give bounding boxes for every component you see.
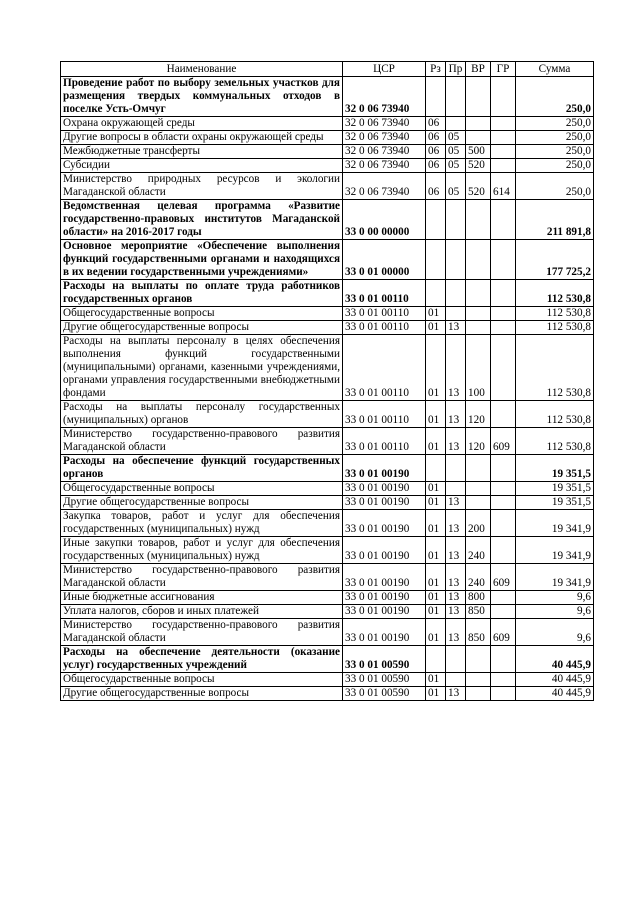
- cell-pr: 13: [446, 591, 466, 605]
- cell-csr: 33 0 01 00190: [343, 496, 426, 510]
- cell-sum: 112 530,8: [516, 428, 594, 455]
- cell-rz: 01: [426, 321, 446, 335]
- cell-pr: 13: [446, 605, 466, 619]
- cell-gr: 614: [491, 173, 516, 200]
- table-row: [61, 240, 594, 280]
- cell-pr: 05: [446, 145, 466, 159]
- cell-vr: 100: [466, 335, 491, 401]
- cell-csr: 33 0 01 00110: [343, 280, 426, 307]
- cell-gr: [491, 117, 516, 131]
- cell-vr: 800: [466, 591, 491, 605]
- cell-gr: 609: [491, 619, 516, 646]
- cell-gr: [491, 646, 516, 673]
- cell-csr: 32 0 06 73940: [343, 77, 426, 117]
- table-row: [61, 401, 594, 428]
- cell-csr: 32 0 06 73940: [343, 117, 426, 131]
- cell-pr: [446, 280, 466, 307]
- table-row: [61, 619, 594, 646]
- cell-vr: 520: [466, 173, 491, 200]
- cell-vr: 200: [466, 510, 491, 537]
- cell-rz: [426, 455, 446, 482]
- table-row: [61, 335, 594, 401]
- cell-rz: 01: [426, 335, 446, 401]
- table-header-row: [61, 62, 594, 77]
- table-row: [61, 496, 594, 510]
- cell-rz: 01: [426, 307, 446, 321]
- cell-pr: 05: [446, 131, 466, 145]
- cell-csr: 32 0 06 73940: [343, 173, 426, 200]
- cell-rz: 01: [426, 605, 446, 619]
- cell-name: Другие общегосударственные вопросы: [61, 321, 343, 335]
- cell-sum: 19 351,5: [516, 496, 594, 510]
- cell-rz: [426, 200, 446, 240]
- table-row: [61, 591, 594, 605]
- cell-sum: 250,0: [516, 173, 594, 200]
- col-header-sum: Сумма: [516, 62, 594, 77]
- cell-csr: 33 0 00 00000: [343, 200, 426, 240]
- cell-csr: 33 0 01 00190: [343, 482, 426, 496]
- cell-gr: [491, 673, 516, 687]
- table-row: [61, 159, 594, 173]
- cell-vr: [466, 131, 491, 145]
- cell-rz: 01: [426, 401, 446, 428]
- table-row: [61, 200, 594, 240]
- cell-pr: [446, 307, 466, 321]
- table-row: [61, 510, 594, 537]
- cell-rz: 01: [426, 428, 446, 455]
- cell-name: Другие общегосударственные вопросы: [61, 687, 343, 701]
- table-row: [61, 307, 594, 321]
- cell-rz: 01: [426, 564, 446, 591]
- cell-pr: 13: [446, 428, 466, 455]
- cell-csr: 33 0 01 00110: [343, 307, 426, 321]
- cell-gr: [491, 605, 516, 619]
- cell-sum: 177 725,2: [516, 240, 594, 280]
- cell-vr: [466, 280, 491, 307]
- col-header-gr: ГР: [491, 62, 516, 77]
- cell-pr: [446, 77, 466, 117]
- cell-gr: [491, 510, 516, 537]
- cell-sum: 9,6: [516, 619, 594, 646]
- table-row: [61, 173, 594, 200]
- cell-rz: [426, 77, 446, 117]
- cell-vr: [466, 673, 491, 687]
- table-row: [61, 117, 594, 131]
- cell-vr: 520: [466, 159, 491, 173]
- cell-gr: [491, 77, 516, 117]
- cell-rz: 01: [426, 619, 446, 646]
- cell-csr: 33 0 01 00190: [343, 605, 426, 619]
- cell-gr: [491, 307, 516, 321]
- cell-gr: [491, 145, 516, 159]
- cell-gr: 609: [491, 564, 516, 591]
- cell-sum: 19 351,5: [516, 482, 594, 496]
- cell-pr: [446, 482, 466, 496]
- cell-vr: [466, 482, 491, 496]
- cell-gr: [491, 455, 516, 482]
- cell-vr: [466, 646, 491, 673]
- cell-vr: [466, 687, 491, 701]
- cell-rz: 06: [426, 173, 446, 200]
- cell-pr: 13: [446, 537, 466, 564]
- cell-pr: [446, 455, 466, 482]
- cell-csr: 33 0 01 00190: [343, 591, 426, 605]
- cell-vr: [466, 496, 491, 510]
- cell-pr: 13: [446, 496, 466, 510]
- table-row: [61, 687, 594, 701]
- cell-vr: [466, 200, 491, 240]
- cell-csr: 33 0 01 00590: [343, 646, 426, 673]
- cell-name: Расходы на обеспечение деятельности (оказание услуг) государственных учреждений: [61, 646, 343, 673]
- cell-sum: 211 891,8: [516, 200, 594, 240]
- cell-csr: 33 0 01 00590: [343, 687, 426, 701]
- table-row: [61, 145, 594, 159]
- cell-rz: 01: [426, 510, 446, 537]
- cell-sum: 19 341,9: [516, 510, 594, 537]
- cell-csr: 33 0 01 00190: [343, 455, 426, 482]
- cell-vr: [466, 307, 491, 321]
- cell-sum: 9,6: [516, 605, 594, 619]
- cell-vr: [466, 321, 491, 335]
- cell-vr: 500: [466, 145, 491, 159]
- cell-sum: 40 445,9: [516, 673, 594, 687]
- table-row: [61, 280, 594, 307]
- cell-name: Межбюджетные трансферты: [61, 145, 343, 159]
- cell-name: Основное мероприятие «Обеспечение выполнения функций государственными органами и находящихся в их ведении государственными учреждениями»: [61, 240, 343, 280]
- cell-gr: [491, 159, 516, 173]
- table-row: [61, 673, 594, 687]
- cell-csr: 33 0 01 00110: [343, 321, 426, 335]
- cell-name: Иные закупки товаров, работ и услуг для обеспечения государственных (муниципальных) нужд: [61, 537, 343, 564]
- budget-table-page: [60, 61, 593, 701]
- cell-pr: 05: [446, 173, 466, 200]
- cell-csr: 33 0 01 00110: [343, 335, 426, 401]
- cell-name: Общегосударственные вопросы: [61, 673, 343, 687]
- cell-csr: 33 0 01 00110: [343, 401, 426, 428]
- cell-pr: [446, 240, 466, 280]
- cell-sum: 250,0: [516, 117, 594, 131]
- cell-name: Расходы на выплаты персоналу государственных (муниципальных) органов: [61, 401, 343, 428]
- cell-rz: 01: [426, 482, 446, 496]
- cell-pr: [446, 117, 466, 131]
- cell-pr: 13: [446, 510, 466, 537]
- cell-rz: 01: [426, 496, 446, 510]
- cell-name: Расходы на обеспечение функций государственных органов: [61, 455, 343, 482]
- cell-rz: 06: [426, 131, 446, 145]
- cell-gr: [491, 496, 516, 510]
- cell-name: Общегосударственные вопросы: [61, 482, 343, 496]
- cell-name: Другие вопросы в области охраны окружающей среды: [61, 131, 343, 145]
- cell-name: Уплата налогов, сборов и иных платежей: [61, 605, 343, 619]
- cell-name: Расходы на выплаты по оплате труда работников государственных органов: [61, 280, 343, 307]
- cell-csr: 33 0 01 00190: [343, 564, 426, 591]
- cell-csr: 33 0 01 00110: [343, 428, 426, 455]
- cell-name: Проведение работ по выбору земельных участков для размещения твердых коммунальных отходов в поселке Усть-Омчуг: [61, 77, 343, 117]
- cell-vr: [466, 77, 491, 117]
- cell-csr: 33 0 01 00190: [343, 619, 426, 646]
- cell-rz: 01: [426, 537, 446, 564]
- cell-pr: 13: [446, 564, 466, 591]
- cell-name: Закупка товаров, работ и услуг для обеспечения государственных (муниципальных) нужд: [61, 510, 343, 537]
- table-row: [61, 537, 594, 564]
- cell-csr: 33 0 01 00000: [343, 240, 426, 280]
- cell-gr: [491, 335, 516, 401]
- table-row: [61, 646, 594, 673]
- cell-gr: [491, 401, 516, 428]
- cell-sum: 19 341,9: [516, 564, 594, 591]
- cell-gr: [491, 240, 516, 280]
- cell-sum: 40 445,9: [516, 646, 594, 673]
- cell-pr: 13: [446, 321, 466, 335]
- cell-rz: [426, 646, 446, 673]
- cell-name: Иные бюджетные ассигнования: [61, 591, 343, 605]
- cell-rz: 01: [426, 687, 446, 701]
- cell-gr: [491, 687, 516, 701]
- table-row: [61, 482, 594, 496]
- col-header-csr: ЦСР: [343, 62, 426, 77]
- col-header-rz: Рз: [426, 62, 446, 77]
- cell-pr: 13: [446, 335, 466, 401]
- cell-rz: 01: [426, 591, 446, 605]
- cell-name: Министерство природных ресурсов и экологии Магаданской области: [61, 173, 343, 200]
- cell-rz: [426, 280, 446, 307]
- cell-sum: 112 530,8: [516, 321, 594, 335]
- cell-name: Министерство государственно-правового развития Магаданской области: [61, 428, 343, 455]
- cell-sum: 19 341,9: [516, 537, 594, 564]
- table-row: [61, 131, 594, 145]
- cell-rz: [426, 240, 446, 280]
- budget-table: [60, 61, 594, 701]
- cell-vr: [466, 117, 491, 131]
- cell-sum: 9,6: [516, 591, 594, 605]
- cell-name: Субсидии: [61, 159, 343, 173]
- cell-csr: 33 0 01 00190: [343, 510, 426, 537]
- cell-name: Ведомственная целевая программа «Развитие государственно-правовых институтов Магаданской области» на 2016-2017 годы: [61, 200, 343, 240]
- cell-pr: 05: [446, 159, 466, 173]
- cell-vr: 120: [466, 428, 491, 455]
- cell-vr: [466, 455, 491, 482]
- cell-gr: 609: [491, 428, 516, 455]
- cell-name: Общегосударственные вопросы: [61, 307, 343, 321]
- cell-sum: 250,0: [516, 159, 594, 173]
- table-row: [61, 77, 594, 117]
- table-row: [61, 605, 594, 619]
- cell-sum: 250,0: [516, 131, 594, 145]
- cell-vr: 120: [466, 401, 491, 428]
- cell-csr: 33 0 01 00590: [343, 673, 426, 687]
- cell-pr: [446, 200, 466, 240]
- cell-csr: 32 0 06 73940: [343, 159, 426, 173]
- table-row: [61, 455, 594, 482]
- cell-sum: 112 530,8: [516, 335, 594, 401]
- cell-sum: 112 530,8: [516, 307, 594, 321]
- cell-pr: [446, 646, 466, 673]
- cell-sum: 250,0: [516, 145, 594, 159]
- cell-pr: 13: [446, 619, 466, 646]
- cell-name: Другие общегосударственные вопросы: [61, 496, 343, 510]
- cell-pr: 13: [446, 687, 466, 701]
- table-body: [61, 77, 594, 701]
- cell-rz: 06: [426, 145, 446, 159]
- cell-sum: 250,0: [516, 77, 594, 117]
- cell-pr: [446, 673, 466, 687]
- cell-rz: 06: [426, 117, 446, 131]
- cell-sum: 19 351,5: [516, 455, 594, 482]
- cell-vr: 240: [466, 537, 491, 564]
- cell-name: Министерство государственно-правового развития Магаданской области: [61, 564, 343, 591]
- cell-gr: [491, 537, 516, 564]
- cell-gr: [491, 200, 516, 240]
- cell-vr: 240: [466, 564, 491, 591]
- cell-gr: [491, 591, 516, 605]
- cell-csr: 33 0 01 00190: [343, 537, 426, 564]
- cell-sum: 40 445,9: [516, 687, 594, 701]
- cell-vr: [466, 240, 491, 280]
- col-header-pr: Пр: [446, 62, 466, 77]
- cell-rz: 01: [426, 673, 446, 687]
- col-header-name: Наименование: [61, 62, 343, 77]
- cell-name: Расходы на выплаты персоналу в целях обеспечения выполнения функций государственными (муниципальными) органами, казенными учреждениями, органами управления государственными внебюджетными фондами: [61, 335, 343, 401]
- cell-gr: [491, 482, 516, 496]
- cell-vr: 850: [466, 605, 491, 619]
- cell-gr: [491, 280, 516, 307]
- table-row: [61, 564, 594, 591]
- cell-gr: [491, 321, 516, 335]
- cell-name: Охрана окружающей среды: [61, 117, 343, 131]
- cell-name: Министерство государственно-правового развития Магаданской области: [61, 619, 343, 646]
- cell-gr: [491, 131, 516, 145]
- table-row: [61, 321, 594, 335]
- table-row: [61, 428, 594, 455]
- cell-vr: 850: [466, 619, 491, 646]
- cell-sum: 112 530,8: [516, 401, 594, 428]
- cell-csr: 32 0 06 73940: [343, 145, 426, 159]
- cell-pr: 13: [446, 401, 466, 428]
- cell-rz: 06: [426, 159, 446, 173]
- cell-sum: 112 530,8: [516, 280, 594, 307]
- cell-csr: 32 0 06 73940: [343, 131, 426, 145]
- col-header-vr: ВР: [466, 62, 491, 77]
